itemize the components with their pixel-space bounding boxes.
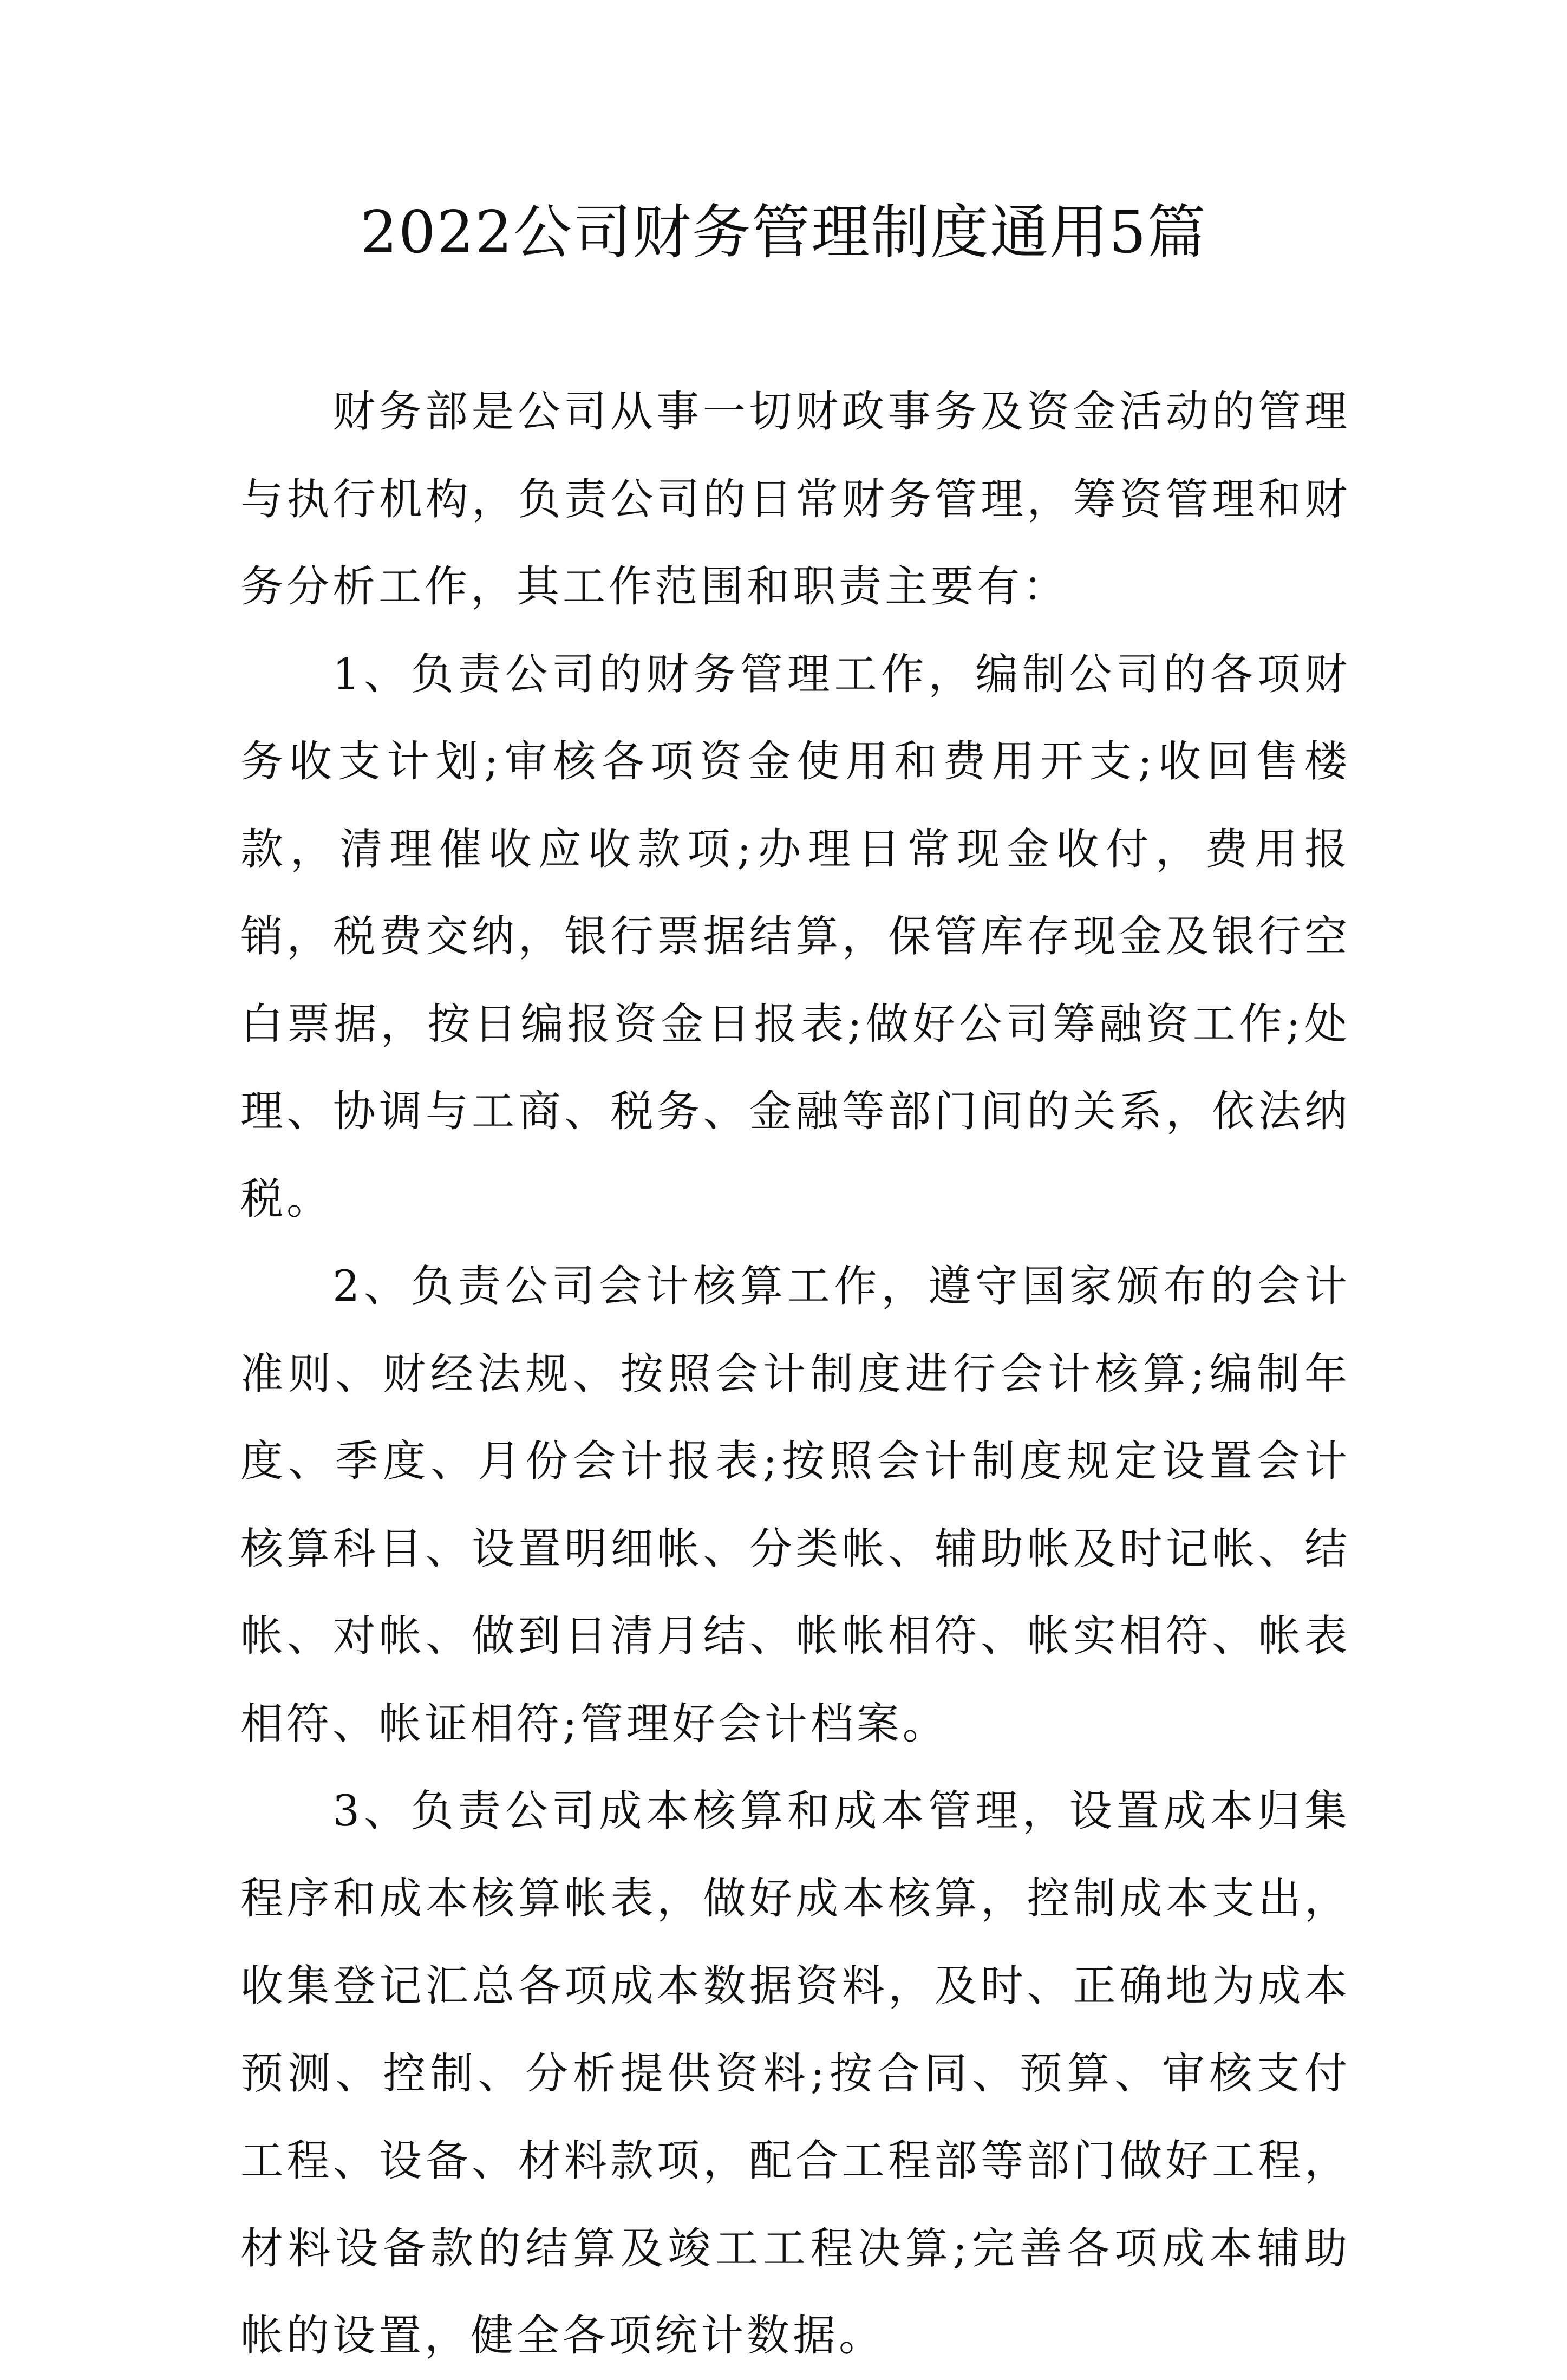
intro-paragraph: 财务部是公司从事一切财政事务及资金活动的管理与执行机构，负责公司的日常财务管理，筹资管理和财务分析工作，其工作范围和职责主要有：	[240, 387, 1350, 611]
document-body	[240, 368, 1350, 2380]
item-1-paragraph: 1、负责公司的财务管理工作，编制公司的各项财务收支计划;审核各项资金使用和费用开支;收回售楼款，清理催收应收款项;办理日常现金收付，费用报销，税费交纳，银行票据结算，保管库存现金及银行空白票据，按日编报资金日报表;做好公司筹融资工作;处理、协调与工商、税务、金融等部门间的关系，依法纳税。	[240, 649, 1350, 1224]
document-title: 2022公司财务管理制度通用5篇	[360, 199, 1207, 266]
item-2-paragraph: 2、负责公司会计核算工作，遵守国家颁布的会计准则、财经法规、按照会计制度进行会计核算;编制年度、季度、月份会计报表;按照会计制度规定设置会计核算科目、设置明细帐、分类帐、辅助帐及时记帐、结帐、对帐、做到日清月结、帐帐相符、帐实相符、帐表相符、帐证相符;管理好会计档案。	[240, 1261, 1350, 1749]
item-3-paragraph: 3、负责公司成本核算和成本管理，设置成本归集程序和成本核算帐表，做好成本核算，控制成本支出，收集登记汇总各项成本数据资料，及时、正确地为成本预测、控制、分析提供资料;按合同、预算、审核支付工程、设备、材料款项，配合工程部等部门做好工程，材料设备款的结算及竣工工程决算;完善各项成本辅助帐的设置，健全各项统计数据。	[240, 1786, 1350, 2361]
